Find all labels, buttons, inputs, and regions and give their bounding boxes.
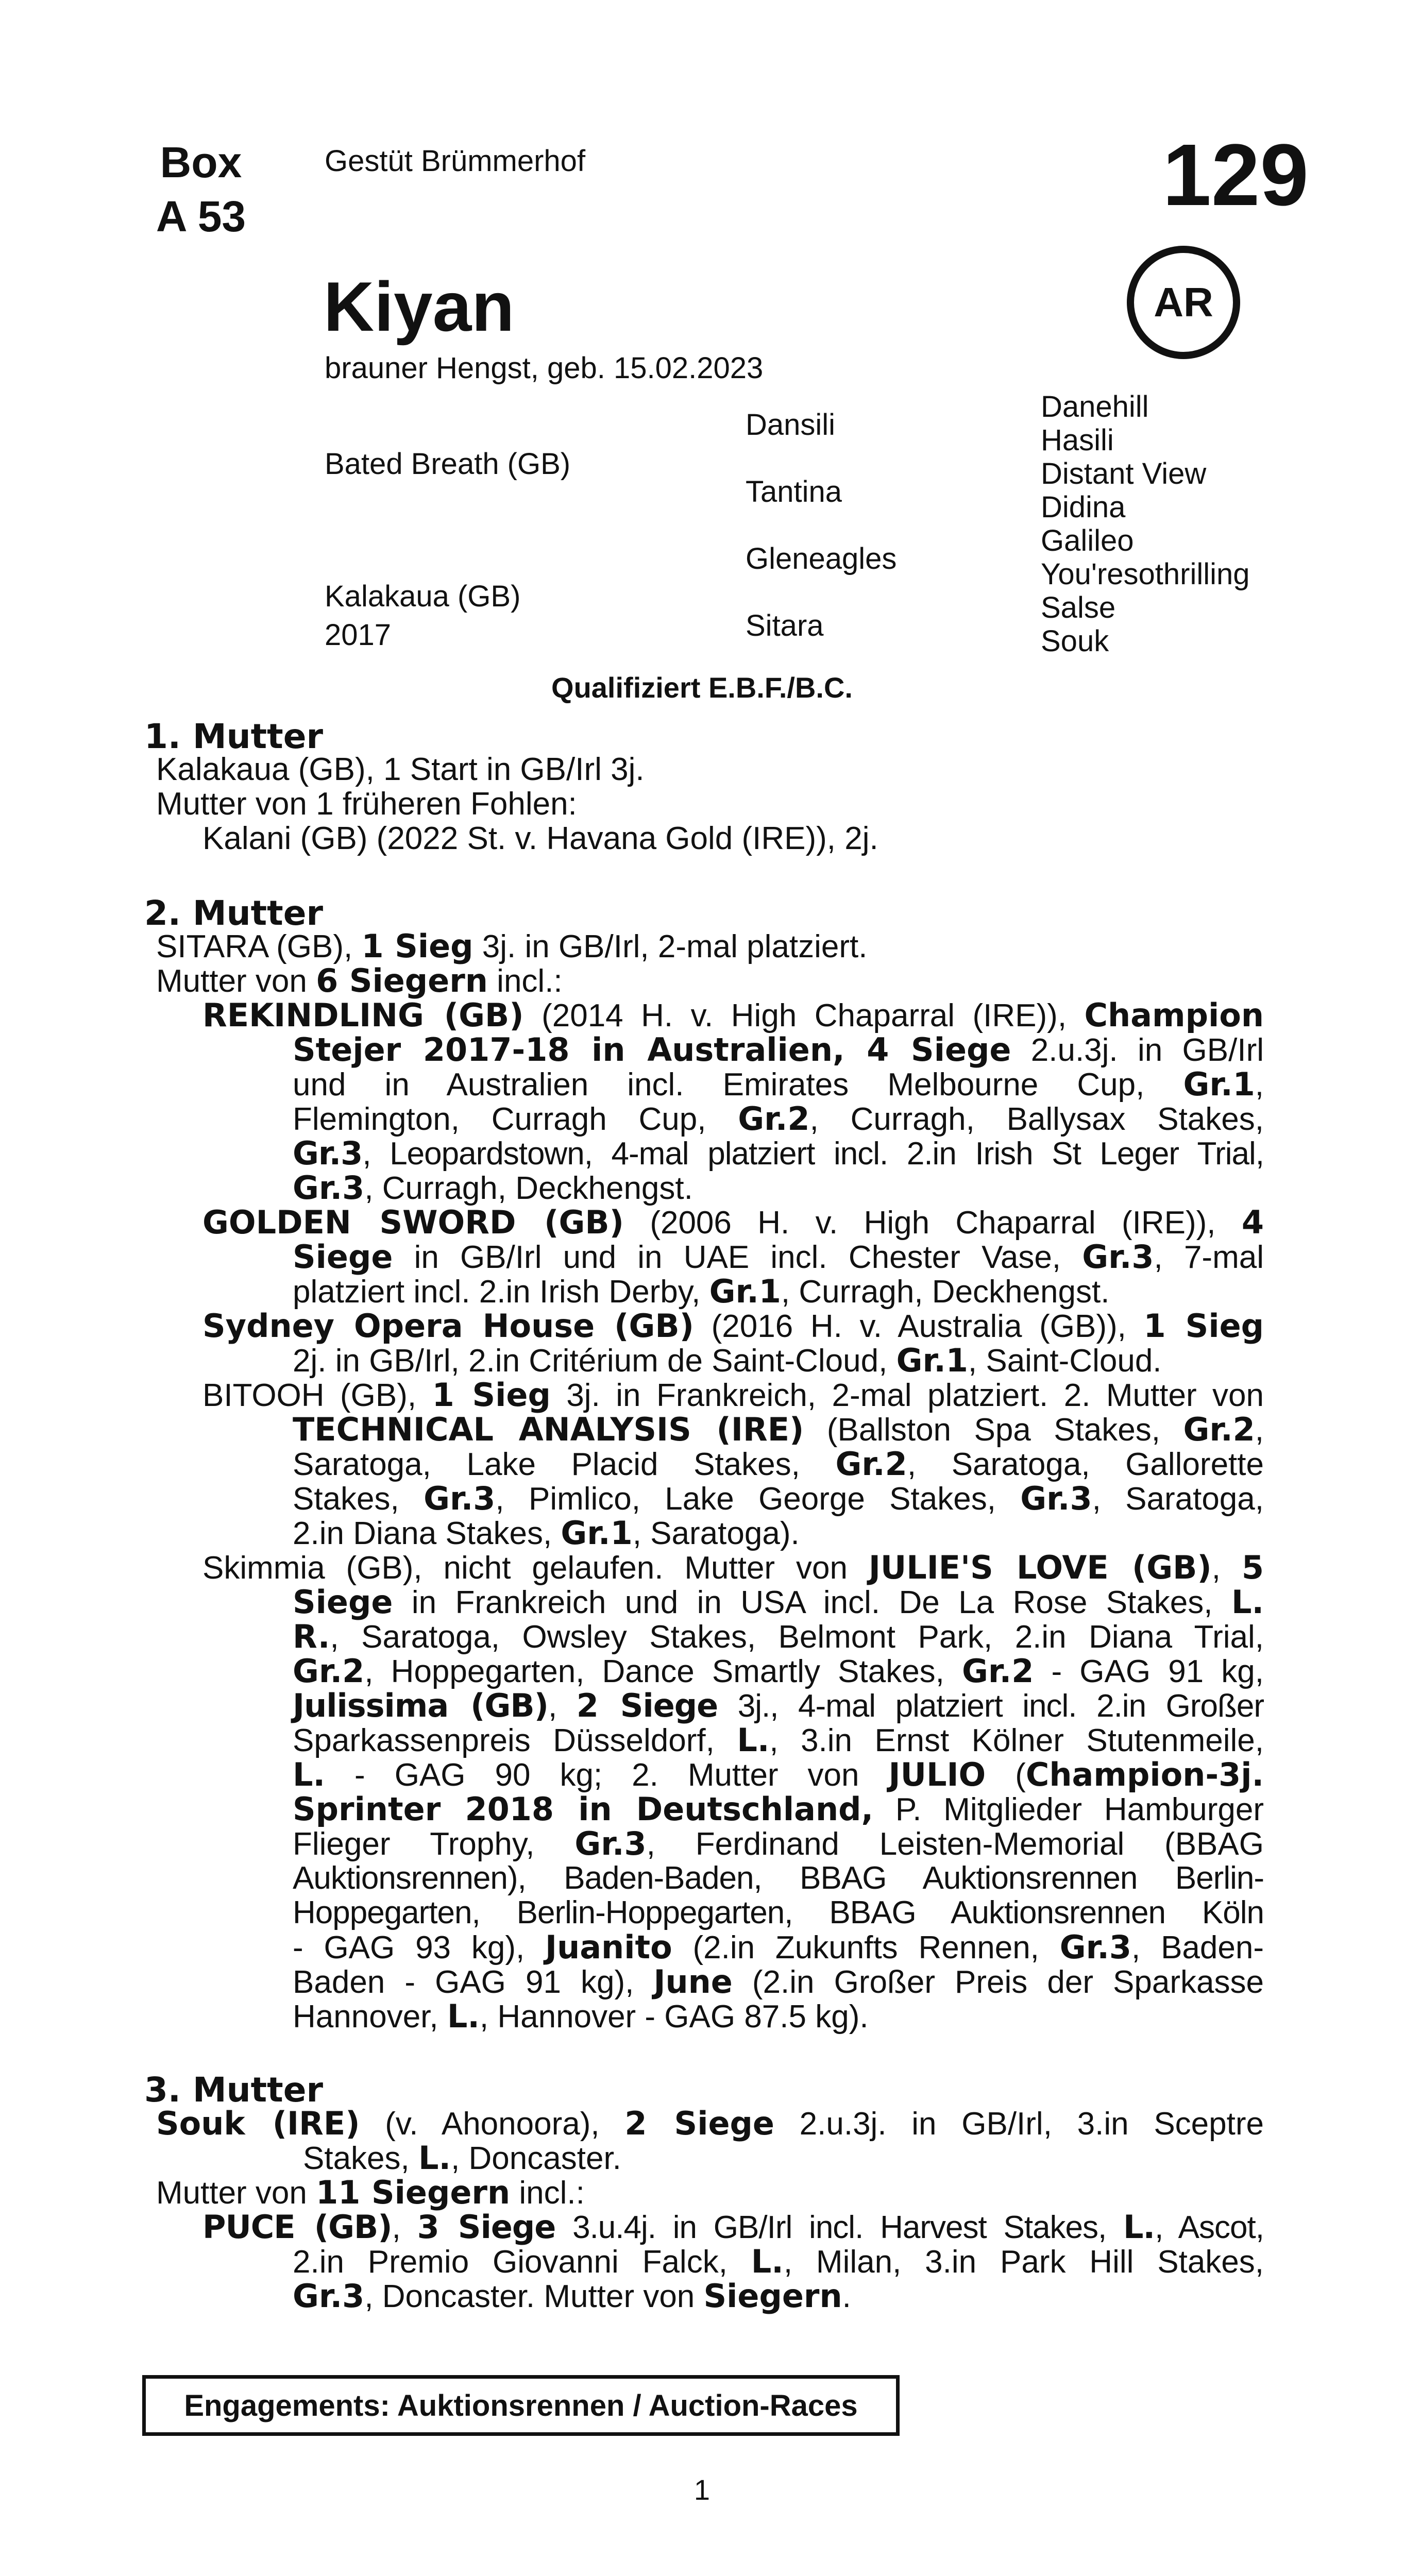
horse-description: brauner Hengst, geb. 15.02.2023 [325, 351, 764, 385]
produce-line: Saratoga, Lake Placid Stakes, Gr.2, Saratoga, Gallorette [293, 1445, 1264, 1483]
second-dam-summary: SITARA (GB), 1 Sieg 3j. in GB/Irl, 2-mal platziert. [156, 927, 868, 965]
produce-line: Stejer 2017-18 in Australien, 4 Siege 2.u.3j. in GB/Irl [293, 1031, 1264, 1069]
grandparent: Gleneagles [746, 542, 897, 575]
lot-number: 129 [1162, 126, 1309, 224]
produce-line: GOLDEN SWORD (GB) (2006 H. v. High Chaparral (IRE)), 4 [202, 1204, 1264, 1241]
produce-line: Gr.3, Doncaster. Mutter von Siegern. [293, 2277, 851, 2315]
dam: Kalakaua (GB) [325, 580, 521, 613]
produce-line: Flieger Trophy, Gr.3, Ferdinand Leisten-Memorial (BBAG [293, 1825, 1264, 1862]
breeder: Gestüt Brümmerhof [325, 144, 586, 178]
winners-intro: Mutter von 11 Siegern incl.: [156, 2174, 585, 2211]
box-id: A 53 [156, 192, 246, 241]
great-grandparent: Hasili [1041, 423, 1114, 457]
dam-summary: Kalakaua (GB), 1 Start in GB/Irl 3j. [156, 752, 645, 787]
produce-line: L. - GAG 90 kg; 2. Mutter von JULIO (Champion-3j. [293, 1756, 1264, 1793]
box-label: Box [160, 138, 242, 187]
produce-line: Gr.3, Leopardstown, 4-mal platziert incl. 2.in Irish St Leger Trial, [293, 1134, 1264, 1172]
great-grandparent: Souk [1041, 624, 1109, 658]
produce-line: TECHNICAL ANALYSIS (IRE) (Ballston Spa Stakes, Gr.2, [293, 1411, 1264, 1448]
produce-line: 2.in Premio Giovanni Falck, L., Milan, 3.in Park Hill Stakes, [293, 2243, 1264, 2280]
produce-line: Stakes, Gr.3, Pimlico, Lake George Stakes, Gr.3, Saratoga, [293, 1480, 1264, 1517]
dam-year: 2017 [325, 618, 392, 652]
produce-line: Sparkassenpreis Düsseldorf, L., 3.in Ernst Kölner Stutenmeile, [293, 1721, 1264, 1759]
ar-badge: AR [1127, 246, 1240, 359]
grandparent: Sitara [746, 609, 824, 642]
produce-line: Hannover, L., Hannover - GAG 87.5 kg). [293, 1997, 869, 2035]
produce-line: Hoppegarten, Berlin-Hoppegarten, BBAG Auktionsrennen Köln [293, 1895, 1264, 1930]
produce-line: platziert incl. 2.in Irish Derby, Gr.1, Curragh, Deckhengst. [293, 1273, 1110, 1310]
great-grandparent: You'resothrilling [1041, 557, 1250, 591]
horse-name: Kiyan [324, 267, 515, 346]
section-title-1-mutter: 1. Mutter [144, 717, 324, 756]
produce-line: Gr.2, Hoppegarten, Dance Smartly Stakes, Gr.2 - GAG 91 kg, [293, 1652, 1264, 1690]
produce-line: - GAG 93 kg), Juanito (2.in Zukunfts Rennen, Gr.3, Baden- [293, 1928, 1264, 1966]
produce-line: Flemington, Curragh Cup, Gr.2, Curragh, Ballysax Stakes, [293, 1100, 1264, 1138]
produce-line: Siege in Frankreich und in USA incl. De La Rose Stakes, L. [293, 1583, 1264, 1621]
produce-line: und in Australien incl. Emirates Melbourne Cup, Gr.1, [293, 1065, 1264, 1103]
engagements-box: Engagements: Auktionsrennen / Auction-Races [142, 2375, 900, 2436]
great-grandparent: Danehill [1041, 390, 1149, 423]
third-dam-summary: Souk (IRE) (v. Ahonoora), 2 Siege 2.u.3j. in GB/Irl, 3.in Sceptre [156, 2105, 1264, 2142]
section-title-2-mutter: 2. Mutter [144, 893, 324, 933]
produce-line: Sprinter 2018 in Deutschland, P. Mitglieder Hamburger [293, 1790, 1264, 1828]
third-dam-summary: Stakes, L., Doncaster. [303, 2139, 621, 2177]
produce-line: Skimmia (GB), nicht gelaufen. Mutter von JULIE'S LOVE (GB), 5 [202, 1549, 1264, 1586]
qualification-note: Qualifiziert E.B.F./B.C. [551, 671, 853, 704]
produce-line: Gr.3, Curragh, Deckhengst. [293, 1169, 693, 1207]
produce-line: 2.in Diana Stakes, Gr.1, Saratoga). [293, 1514, 800, 1552]
great-grandparent: Galileo [1041, 524, 1134, 557]
produce-line: 2j. in GB/Irl, 2.in Critérium de Saint-Cloud, Gr.1, Saint-Cloud. [293, 1342, 1162, 1379]
section-title-3-mutter: 3. Mutter [144, 2070, 324, 2110]
great-grandparent: Distant View [1041, 457, 1207, 490]
produce-line: PUCE (GB), 3 Siege 3.u.4j. in GB/Irl incl. Harvest Stakes, L., Ascot, [202, 2208, 1264, 2246]
produce-line: Sydney Opera House (GB) (2016 H. v. Australia (GB)), 1 Sieg [202, 1307, 1264, 1345]
grandparent: Dansili [746, 408, 836, 442]
produce-line: Julissima (GB), 2 Siege 3j., 4-mal platziert incl. 2.in Großer [293, 1687, 1264, 1724]
great-grandparent: Didina [1041, 490, 1126, 524]
produce-line: BITOOH (GB), 1 Sieg 3j. in Frankreich, 2-mal platziert. 2. Mutter von [202, 1376, 1264, 1414]
produce-line: Auktionsrennen), Baden-Baden, BBAG Auktionsrennen Berlin- [293, 1860, 1264, 1896]
produce-line: Baden - GAG 91 kg), June (2.in Großer Preis der Sparkasse [293, 1963, 1264, 2001]
foal-entry: Kalani (GB) (2022 St. v. Havana Gold (IRE)), 2j. [202, 821, 878, 856]
produce-line: Siege in GB/Irl und in UAE incl. Chester Vase, Gr.3, 7-mal [293, 1238, 1264, 1276]
winners-intro: Mutter von 6 Siegern incl.: [156, 962, 563, 999]
grandparent: Tantina [746, 475, 842, 509]
foals-intro: Mutter von 1 früheren Fohlen: [156, 786, 577, 822]
great-grandparent: Salse [1041, 591, 1116, 624]
page-number: 1 [693, 2473, 711, 2506]
produce-line: REKINDLING (GB) (2014 H. v. High Chaparral (IRE)), Champion [202, 996, 1264, 1034]
sire: Bated Breath (GB) [325, 447, 571, 481]
produce-line: R., Saratoga, Owsley Stakes, Belmont Park, 2.in Diana Trial, [293, 1618, 1264, 1655]
